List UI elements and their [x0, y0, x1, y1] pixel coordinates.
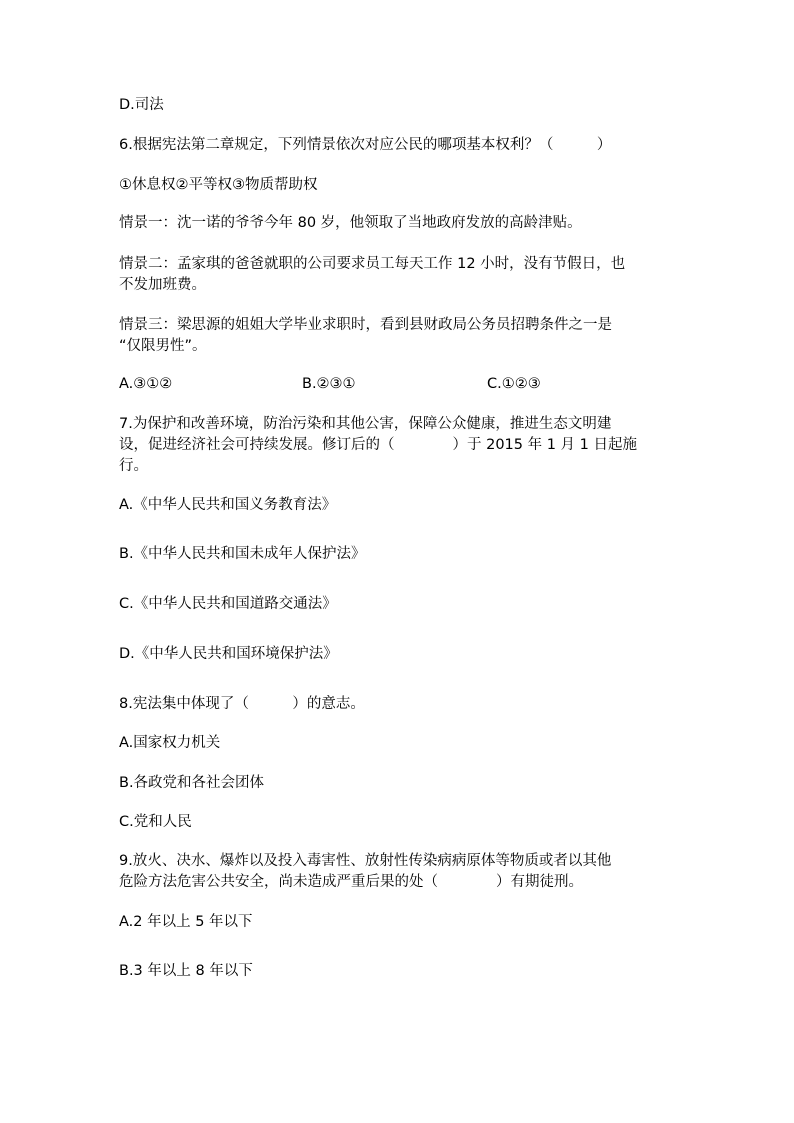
q6-option-c: C.①②③ [487, 376, 541, 392]
q7-stem-line-1: 7.为保护和改善环境，防治污染和其他公害，保障公众健康，推进生态文明建 [119, 416, 612, 432]
q6-scene-1: 情景一：沈一诺的爷爷今年 80 岁，他领取了当地政府发放的高龄津贴。 [119, 215, 582, 231]
q5-option-d: D.司法 [119, 97, 164, 113]
q6-choices-line: ①休息权②平等权③物质帮助权 [119, 177, 318, 193]
q8-option-b: B.各政党和各社会团体 [119, 775, 265, 791]
q7-option-a: A.《中华人民共和国义务教育法》 [119, 497, 337, 513]
q6-option-b: B.②③① [302, 376, 356, 392]
q9-stem-line-1: 9.放火、决水、爆炸以及投入毒害性、放射性传染病病原体等物质或者以其他 [119, 853, 612, 869]
q9-option-a: A.2 年以上 5 年以下 [119, 914, 253, 930]
q7-option-b: B.《中华人民共和国未成年人保护法》 [119, 546, 366, 562]
q8-option-a: A.国家权力机关 [119, 735, 221, 751]
q8-stem: 8.宪法集中体现了（ ）的意志。 [119, 696, 365, 712]
q7-stem-line-3: 行。 [119, 458, 148, 474]
q6-scene-3-line-1: 情景三：梁思源的姐姐大学毕业求职时，看到县财政局公务员招聘条件之一是 [119, 317, 612, 333]
q7-stem-line-2: 设，促进经济社会可持续发展。修订后的（ ）于 2015 年 1 月 1 日起施 [119, 437, 638, 453]
q8-option-c: C.党和人民 [119, 814, 192, 830]
q7-option-c: C.《中华人民共和国道路交通法》 [119, 596, 337, 612]
q6-scene-2-line-1: 情景二：孟家琪的爸爸就职的公司要求员工每天工作 12 小时，没有节假日，也 [119, 256, 626, 272]
q9-option-b: B.3 年以上 8 年以下 [119, 963, 253, 979]
q7-option-d: D.《中华人民共和国环境保护法》 [119, 646, 338, 662]
q9-stem-line-2: 危险方法危害公共安全，尚未造成严重后果的处（ ）有期徒刑。 [119, 874, 583, 890]
q6-option-a: A.③①② [119, 376, 173, 392]
q6-stem: 6.根据宪法第二章规定，下列情景依次对应公民的哪项基本权利？（ ） [119, 137, 612, 153]
q6-scene-2-line-2: 不发加班费。 [119, 277, 206, 293]
q6-scene-3-line-2: “仅限男性”。 [119, 338, 207, 354]
